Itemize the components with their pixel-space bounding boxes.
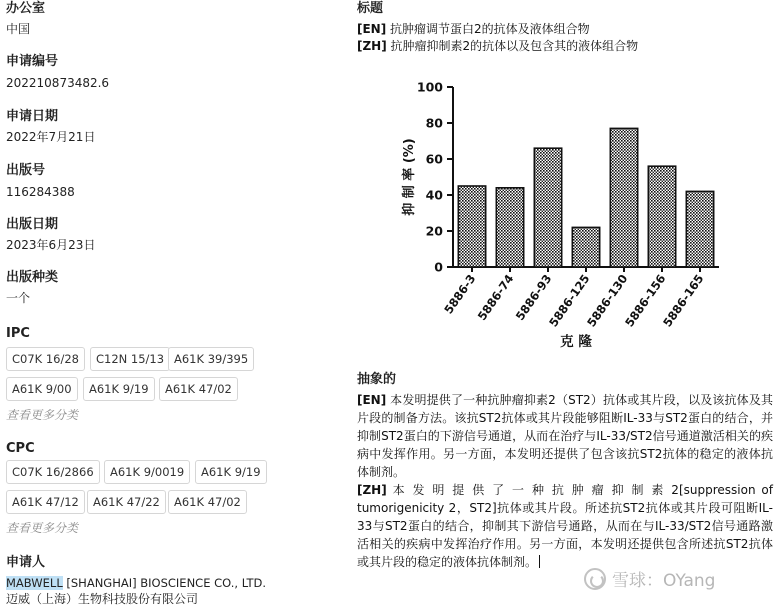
cpc-tag[interactable]: A61K 47/02 bbox=[168, 490, 247, 514]
title-zh-tag: [ZH] bbox=[357, 39, 387, 53]
bar bbox=[534, 148, 561, 267]
y-tick-label: 100 bbox=[416, 79, 443, 95]
x-tick-label: 5886-93 bbox=[512, 271, 555, 323]
watermark bbox=[584, 566, 715, 591]
title-label: 标题 bbox=[357, 1, 384, 16]
app-date-label: 申请日期 bbox=[6, 109, 59, 124]
bar bbox=[686, 191, 713, 267]
abstract-zh bbox=[357, 481, 773, 571]
app-no-value: 202210873482.6 bbox=[6, 76, 110, 90]
app-no-label: 申请编号 bbox=[6, 54, 59, 69]
title-en-text: 抗肿瘤调节蛋白2的抗体及液体组合物 bbox=[386, 22, 590, 36]
ipc-tag-list bbox=[6, 347, 346, 407]
cpc-label: CPC bbox=[6, 441, 35, 456]
abstract-en-tag: [EN] bbox=[357, 393, 387, 407]
x-tick-label: 5886-3 bbox=[441, 271, 479, 317]
x-tick-label: 5886-165 bbox=[660, 271, 707, 330]
x-tick-label: 5886-125 bbox=[546, 271, 593, 330]
applicant-zh: 迈威（上海）生物科技股份有限公司 bbox=[6, 592, 199, 606]
pub-kind-value: 一个 bbox=[6, 291, 31, 305]
ipc-tag[interactable]: A61K 39/395 bbox=[168, 347, 254, 371]
title-en bbox=[357, 20, 590, 38]
bar bbox=[610, 128, 637, 267]
cpc-tag[interactable]: A61K 9/0019 bbox=[104, 460, 190, 484]
cpc-tag[interactable]: A61K 47/12 bbox=[6, 490, 85, 514]
bar bbox=[572, 227, 599, 267]
title-zh bbox=[357, 37, 638, 55]
bar bbox=[496, 188, 523, 267]
abstract-label: 抽象的 bbox=[357, 372, 397, 387]
y-tick-label: 80 bbox=[425, 115, 443, 131]
abstract-zh-text: 本 发 明 提 供 了 一 种 抗 肿 瘤 抑 制 素 2[suppression of tumorigenicity 2，ST2]抗体或其片段。所述抗ST2抗体或其片段可阻断IL-33与ST2蛋白的结合，抑制其下游信号通路，从而在与IL-33/ST2信号通路激活相关的疾病中发挥治疗作用。另一方面，本发明还提供包含所述抗ST2抗体或其片段的稳定的液体抗体制剂。 bbox=[357, 483, 773, 569]
y-tick-label: 0 bbox=[434, 259, 443, 275]
pub-no-label: 出版号 bbox=[6, 163, 46, 178]
ipc-tag[interactable]: A61K 9/00 bbox=[6, 377, 78, 401]
title-zh-text: 抗肿瘤抑制素2的抗体以及包含其的液体组合物 bbox=[386, 39, 639, 53]
pub-date-label: 出版日期 bbox=[6, 217, 59, 232]
abstract-zh-tag: [ZH] bbox=[357, 483, 387, 497]
ipc-tag[interactable]: A61K 47/02 bbox=[159, 377, 238, 401]
app-date-value: 2022年7月21日 bbox=[6, 130, 96, 144]
applicant-en-highlight: MABWELL bbox=[6, 576, 63, 590]
cpc-tag[interactable]: C07K 16/2866 bbox=[6, 460, 100, 484]
pub-no-value: 116284388 bbox=[6, 185, 75, 199]
x-tick-label: 5886-130 bbox=[584, 271, 631, 330]
snowball-logo-icon bbox=[584, 568, 606, 590]
bar bbox=[458, 186, 485, 267]
ipc-label: IPC bbox=[6, 326, 30, 341]
pub-kind-label: 出版种类 bbox=[6, 270, 59, 285]
pub-date-value: 2023年6月23日 bbox=[6, 238, 96, 252]
cpc-tag-list bbox=[6, 460, 346, 520]
inhibition-bar-chart bbox=[357, 65, 777, 365]
ipc-tag[interactable]: C07K 16/28 bbox=[6, 347, 85, 371]
y-axis-label: 抑 制 率 (%) bbox=[402, 138, 417, 216]
text-cursor bbox=[539, 555, 540, 568]
x-tick-label: 5886-156 bbox=[622, 271, 669, 330]
y-tick-label: 40 bbox=[425, 187, 443, 203]
office-label: 办公室 bbox=[6, 1, 46, 16]
watermark-text: 雪球：OYang bbox=[612, 571, 716, 591]
x-tick-label: 5886-74 bbox=[474, 271, 517, 323]
applicant-en-rest: [SHANGHAI] BIOSCIENCE CO., LTD. bbox=[62, 576, 267, 590]
cpc-more-link[interactable]: 查看更多分类 bbox=[6, 521, 79, 535]
cpc-tag[interactable]: A61K 9/19 bbox=[195, 460, 267, 484]
abstract-en bbox=[357, 391, 773, 481]
abstract-en-text: 本发明提供了一种抗肿瘤抑素2（ST2）抗体或其片段，以及该抗体及其片段的制备方法。该抗ST2抗体或其片段能够阻断IL-33与ST2蛋白的结合，并抑制ST2蛋白的下游信号通道，从而在治疗与IL-33/ST2信号通道激活相关的疾病中发挥作用。另一方面，本发明还提供了包含该抗ST2抗体的稳定的液体抗体制剂。 bbox=[357, 393, 773, 479]
ipc-tag[interactable]: C12N 15/13 bbox=[90, 347, 170, 371]
y-tick-label: 20 bbox=[425, 223, 443, 239]
y-tick-label: 60 bbox=[425, 151, 443, 167]
ipc-more-link[interactable]: 查看更多分类 bbox=[6, 408, 79, 422]
office-value: 中国 bbox=[6, 22, 31, 36]
x-axis-label: 克 隆 bbox=[560, 334, 592, 350]
cpc-tag[interactable]: A61K 47/22 bbox=[87, 490, 166, 514]
bar bbox=[648, 166, 675, 267]
ipc-tag[interactable]: A61K 9/19 bbox=[83, 377, 155, 401]
title-en-tag: [EN] bbox=[357, 22, 387, 36]
applicant-label: 申请人 bbox=[6, 555, 46, 570]
